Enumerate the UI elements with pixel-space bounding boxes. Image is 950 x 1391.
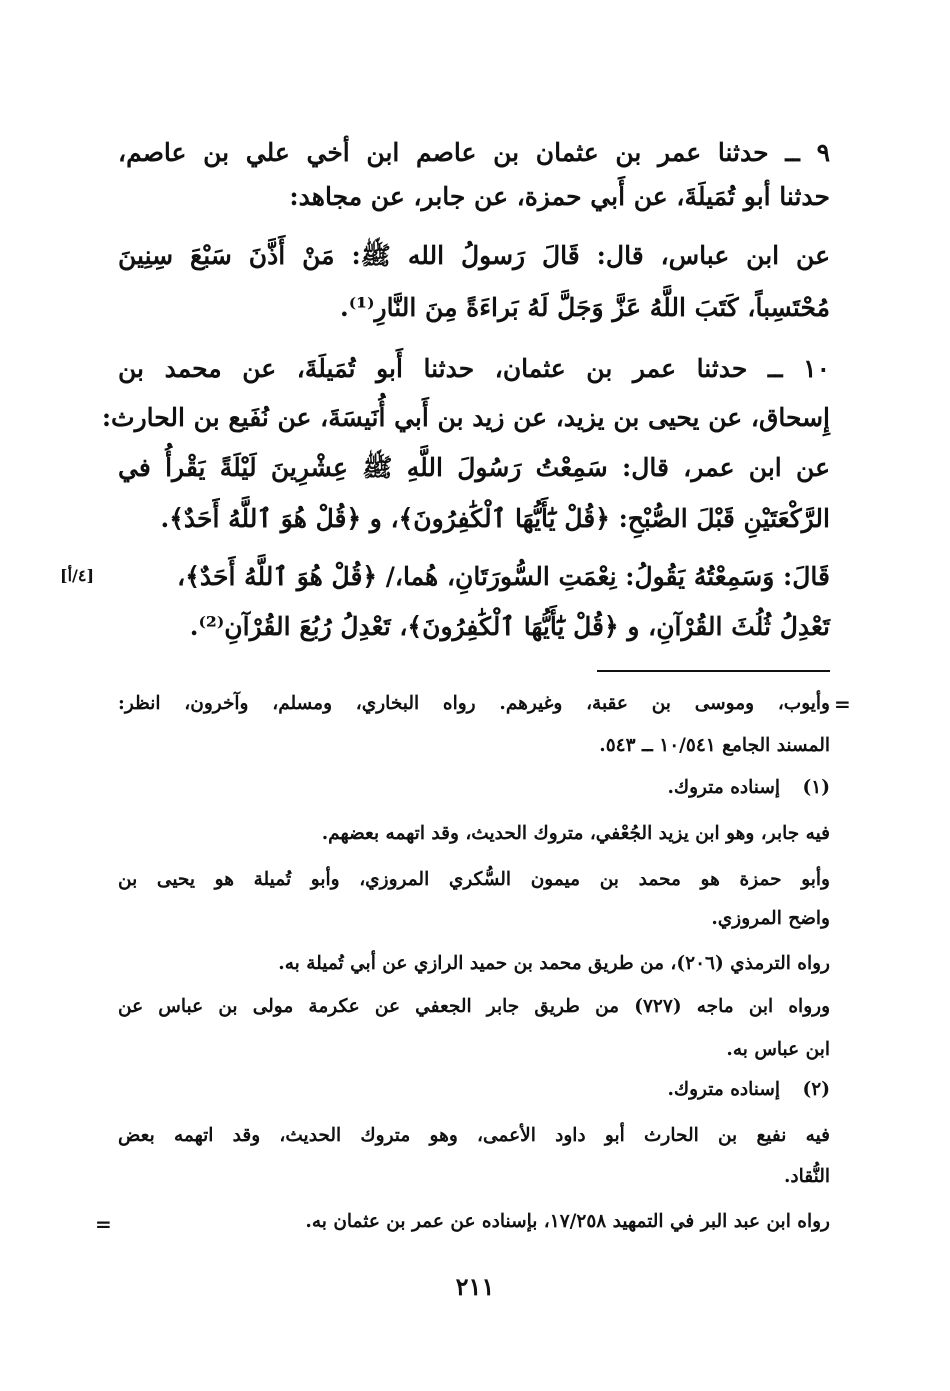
footnote-1-number: (١) (802, 777, 830, 798)
hadith-10-line-5: قَالَ: وَسَمِعْتُهُ يَقُولُ: نِعْمَتِ السُّورَتَانِ، هُما،/ ﴿قُلْ هُوَ ٱللَّهُ أَحَدٌ﴾، (177, 562, 830, 591)
page-number: ٢١١ (455, 1272, 495, 1301)
footnote-continuation-line-1: وأيوب، وموسى بن عقبة، وغيرهم. رواه البخاري، ومسلم، وآخرون، انظر: (118, 693, 830, 714)
continuation-mark-bottom: = (95, 1212, 112, 1236)
footnote-1-line-6: ابن عباس به. (726, 1039, 830, 1060)
footnote-2-line-2: النُّقاد. (783, 1166, 830, 1187)
hadith-9-line-1: ٩ ــ حدثنا عمر بن عثمان بن عاصم ابن أخي علي بن عاصم، (118, 138, 830, 167)
footnote-2-heading: إسناده متروك. (667, 1079, 780, 1100)
footnote-2-number: (٢) (802, 1079, 830, 1100)
hadith-9-line-4: مُحْتَسِباً، كَتَبَ اللَّهُ عَزَّ وَجَلَّ لَهُ بَراءَةً مِنَ النَّارِ⁽¹⁾. (340, 293, 830, 322)
hadith-10-line-4: الرَّكْعَتَيْنِ قَبْلَ الصُّبْحِ: ﴿قُلْ يَٰٓأَيُّهَا ٱلْكَٰفِرُونَ﴾، و ﴿قُلْ هُوَ ٱللَّهُ أَحَدٌ﴾. (160, 504, 830, 533)
hadith-9-line-3: عن ابن عباس، قال: قَالَ رَسولُ الله ﷺ: مَنْ أَذَّنَ سَبْعَ سِنِينَ (118, 241, 830, 270)
hadith-9-line-2: حدثنا أبو تُمَيلَةَ، عن أَبي حمزة، عن جابر، عن مجاهد: (289, 182, 830, 211)
continuation-mark-top: = (834, 692, 851, 716)
hadith-10-line-3: عن ابن عمر، قال: سَمِعْتُ رَسُولَ اللَّهِ ﷺ عِشْرِينَ لَيْلَةً يَقْرأُ في (118, 453, 830, 482)
footnote-1-heading: إسناده متروك. (667, 777, 780, 798)
hadith-10-line-6: تَعْدِلُ ثُلُثَ القُرْآنِ، و ﴿قُلْ يَٰٓأَيُّهَا ٱلْكَٰفِرُونَ﴾، تَعْدِلُ رُبُعَ القُرْآنِ⁽²⁾. (189, 612, 830, 641)
footnote-1-line-4: رواه الترمذي (٢٠٦)، من طريق محمد بن حميد الرازي عن أبي تُميلة به. (278, 953, 830, 974)
footnote-continuation-line-2: المسند الجامع ١٠/٥٤١ ــ ٥٤٣. (599, 735, 830, 756)
footnote-1-line-5: ورواه ابن ماجه (٧٢٧) من طريق جابر الجعفي عن عكرمة مولى بن عباس عن (118, 996, 831, 1017)
manuscript-folio-marker: [٤/أ] (60, 566, 95, 585)
footnote-1-line-1: فيه جابر، وهو ابن يزيد الجُعْفي، متروك الحديث، وقد اتهمه بعضهم. (321, 823, 830, 844)
footnote-2-line-1: فيه نفيع بن الحارث أبو داود الأعمى، وهو متروك الحديث، وقد اتهمه بعض (118, 1125, 830, 1146)
hadith-10-line-1: ١٠ ــ حدثنا عمر بن عثمان، حدثنا أَبو تُمَيلَةَ، عن محمد بن (118, 354, 830, 383)
footnote-divider (597, 670, 830, 672)
hadith-10-line-2: إِسحاق، عن يحيى بن يزيد، عن زيد بن أَبي أُنَيسَةَ، عن نُفَيع بن الحارث: (101, 403, 830, 432)
footnote-2-line-3: رواه ابن عبد البر في التمهيد ١٧/٢٥٨، بإسناده عن عمر بن عثمان به. (305, 1211, 830, 1232)
footnote-1-line-3: واضح المروزي. (711, 908, 830, 929)
footnote-1-line-2: وأبو حمزة هو محمد بن ميمون السُّكري المروزي، وأبو تُميلة هو يحيى بن (118, 869, 830, 890)
